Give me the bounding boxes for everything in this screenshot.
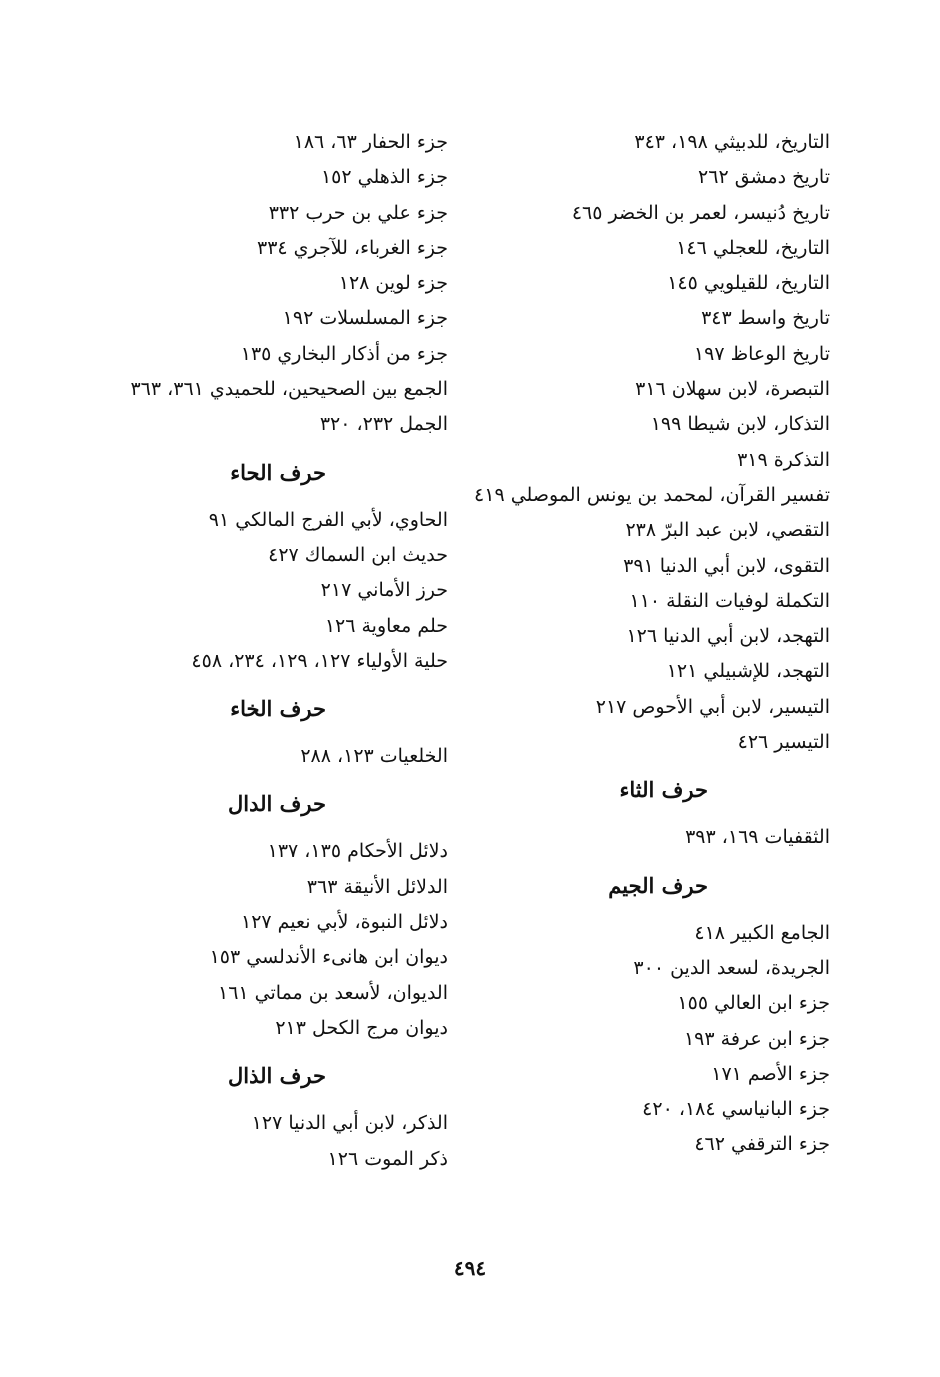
index-entry: الحاوي، لأبي الفرج المالكي ٩١	[208, 508, 448, 531]
index-entry: جزء الحفار ٦٣، ١٨٦	[293, 131, 448, 153]
index-entry: جزء البانياسي ١٨٤، ٤٢٠	[642, 1098, 830, 1121]
page-number: ٤٩٤	[453, 1256, 487, 1280]
index-entry: التذكار، لابن شيطا ١٩٩	[650, 413, 830, 436]
entries-group-tha	[460, 820, 830, 855]
index-entry: حديث ابن السماك ٤٢٧	[268, 543, 448, 566]
index-entry: التذكرة ٣١٩	[737, 448, 830, 471]
section-heading-jim: حرف الجيم	[608, 872, 708, 898]
index-column-left	[88, 125, 448, 1177]
index-entry: تفسير القرآن، لمحمد بن يونس الموصلي ٤١٩	[474, 483, 830, 506]
index-entry: جزء الغرباء، للآجري ٣٣٤	[257, 236, 448, 259]
section-heading-tha: حرف الثاء	[619, 777, 708, 803]
index-entry: التبصرة، لابن سهلان ٣١٦	[635, 378, 830, 401]
index-entry: التهجد، لابن أبي الدنيا ١٢٦	[626, 625, 830, 648]
index-entry: تاريخ دمشق ٢٦٢	[698, 166, 830, 189]
index-entry: جزء لوين ١٢٨	[338, 272, 448, 295]
entries-group-jim	[460, 916, 830, 1163]
entries-group-ha	[88, 503, 448, 679]
index-entry: الثقفيات ١٦٩، ٣٩٣	[685, 826, 830, 849]
section-heading-kha: حرف الخاء	[230, 696, 326, 722]
index-entry: التقوى، لابن أبي الدنيا ٣٩١	[623, 554, 830, 577]
index-entry: ديوان ابن هانىء الأندلسي ١٥٣	[209, 946, 448, 969]
index-entry: جزء ابن عرفة ١٩٣	[683, 1027, 830, 1050]
index-entry: جزء الأصم ١٧١	[711, 1062, 830, 1085]
entries-group-kha	[88, 739, 448, 774]
index-entry: التاريخ، للدبيثي ١٩٨، ٣٤٣	[634, 131, 830, 153]
index-entry: جزء المسلسلات ١٩٢	[282, 307, 448, 330]
index-entry: الدلائل الأنيقة ٣٦٣	[306, 875, 448, 898]
index-entry: تاريخ دُنيسر، لعمر بن الخضر ٤٦٥	[571, 201, 830, 224]
index-entry: ديوان مرج الكحل ٢١٣	[275, 1016, 448, 1039]
index-entry: التهجد، للإشبيلي ١٢١	[666, 660, 830, 683]
index-entry: التاريخ، للعجلي ١٤٦	[676, 236, 830, 259]
index-entry: الديوان، لأسعد بن مماتي ١٦١	[217, 981, 448, 1004]
index-entry: حلم معاوية ١٢٦	[324, 614, 448, 637]
index-entry: الخلعيات ١٢٣، ٢٨٨	[300, 745, 448, 768]
entries-group-ta	[460, 125, 830, 760]
index-entry: الجمع بين الصحيحين، للحميدي ٣٦١، ٣٦٣	[130, 378, 448, 401]
index-entry: التقصي، لابن عبد البرّ ٢٣٨	[625, 519, 830, 542]
index-entry: جزء ابن العالي ١٥٥	[677, 992, 830, 1015]
section-heading-dal: حرف الدال	[228, 791, 326, 817]
entries-group-jim-continued	[88, 125, 448, 443]
index-entry: التكملة لوفيات النقلة ١١٠	[629, 589, 830, 612]
index-entry: ذكر الموت ١٢٦	[327, 1147, 448, 1170]
index-column-right	[460, 125, 830, 1163]
index-entry: التيسير، لابن أبي الأحوص ٢١٧	[595, 695, 830, 718]
index-entry: التيسير ٤٢٦	[737, 731, 830, 754]
index-entry: جزء من أذكار البخاري ١٣٥	[240, 342, 448, 365]
index-entry: الجريدة، لسعد الدين ٣٠٠	[633, 956, 830, 979]
entries-group-dal	[88, 834, 448, 1046]
index-entry: جزء علي بن حرب ٣٣٢	[268, 201, 448, 224]
index-entry: جزء الترقفي ٤٦٢	[694, 1133, 830, 1156]
section-heading-dhal: حرف الذال	[228, 1063, 326, 1089]
index-entry: جزء الذهلي ١٥٢	[320, 166, 448, 189]
index-entry: دلائل الأحكام ١٣٥، ١٣٧	[267, 840, 448, 863]
entries-group-dhal	[88, 1106, 448, 1177]
index-entry: تاريخ الوعاظ ١٩٧	[693, 342, 830, 365]
index-entry: دلائل النبوة، لأبي نعيم ١٢٧	[241, 911, 448, 934]
index-entry: الجامع الكبير ٤١٨	[694, 921, 830, 944]
index-entry: الجمل ٢٣٢، ٣٢٠	[319, 413, 448, 436]
index-entry: تاريخ واسط ٣٤٣	[701, 307, 830, 330]
index-entry: الذكر، لابن أبي الدنيا ١٢٧	[251, 1112, 448, 1135]
index-entry: حلية الأولياء ١٢٧، ١٢٩، ٢٣٤، ٤٥٨	[191, 649, 448, 672]
index-entry: التاريخ، للقيلويي ١٤٥	[667, 272, 830, 295]
section-heading-ha: حرف الحاء	[230, 459, 326, 485]
index-entry: حرز الأماني ٢١٧	[320, 579, 448, 602]
